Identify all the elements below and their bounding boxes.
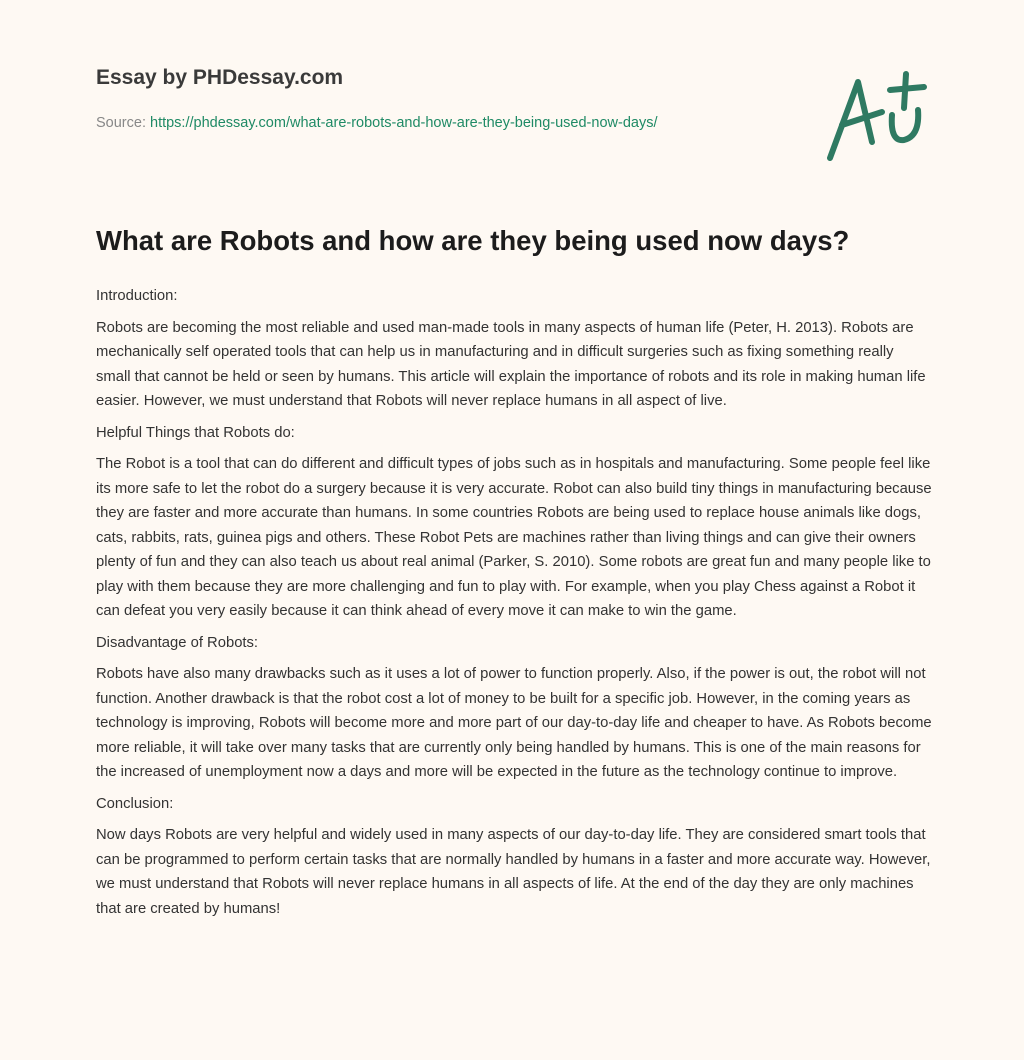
source-link[interactable]: https://phdessay.com/what-are-robots-and-how-are-they-being-used-now-days/ (150, 115, 658, 131)
paragraph-introduction: Robots are becoming the most reliable and used man-made tools in many aspects of human life (Peter, H. 2013). Robots are mechanically self operated tools that can help us in manufacturing and in difficult surgeries such as fixing something really small that cannot be held or seen by humans. This article will explain the importance of robots and its role in making human life easier. However, we must understand that Robots will never replace humans in all aspect of live. (96, 319, 926, 409)
paragraph-conclusion: Now days Robots are very helpful and widely used in many aspects of our day-to-day life. They are considered smart tools that can be programmed to perform certain tasks that are normally handled by humans in a faster and more accurate way. However, we must understand that Robots will never replace humans in all aspects of life. At the end of the day they are only machines that are created by humans! (96, 827, 931, 917)
essay-body (96, 284, 932, 928)
source-line (96, 111, 736, 135)
section-heading-helpful-things: Helpful Things that Robots do: (96, 424, 295, 441)
essay-title: What are Robots and how are they being used now days? (96, 225, 850, 256)
section-heading-introduction: Introduction: (96, 288, 178, 304)
section-heading-conclusion: Conclusion: (96, 795, 174, 812)
section-heading-disadvantage: Disadvantage of Robots: (96, 634, 259, 651)
paragraph-disadvantage: Robots have also many drawbacks such as it uses a lot of power to function properly. Also, if the power is out, the robot will not function. Another drawback is that the robot cost a lot of money to be built for a specific job. However, in the coming years as technology is improving, Robots will become more and more part of our day-to-day life and cheaper to have. As Robots become more reliable, it will take over many tasks that are currently only being handled by humans. This is one of the main reasons for the increased of unemployment now a days and more will be expected in the future as the technology continue to improve. (96, 666, 932, 780)
paragraph-helpful-things: The Robot is a tool that can do different and difficult types of jobs such as in hospitals and manufacturing. Some people feel like its more safe to let the robot do a surgery because it is very accurate. Robot can also build tiny things in manufacturing because they are faster and more accurate than humans. In some countries Robots are being used to replace house animals like dogs, cats, rabbits, rats, guinea pigs and others. These Robot Pets are machines rather than living things and can give their owners plenty of fun and they can also teach us about real animal (Parker, S. 2010). Some robots are great fun and many people like to play with them because they are more challenging and fun to play with. For example, when you play Chess against a Robot it can defeat you very easily because it can think ahead of every move it can make to win the game. (96, 456, 932, 619)
site-title: Essay by PHDessay.com (96, 66, 344, 89)
source-label: Source: (96, 115, 150, 131)
a-plus-logo-icon (820, 70, 930, 165)
